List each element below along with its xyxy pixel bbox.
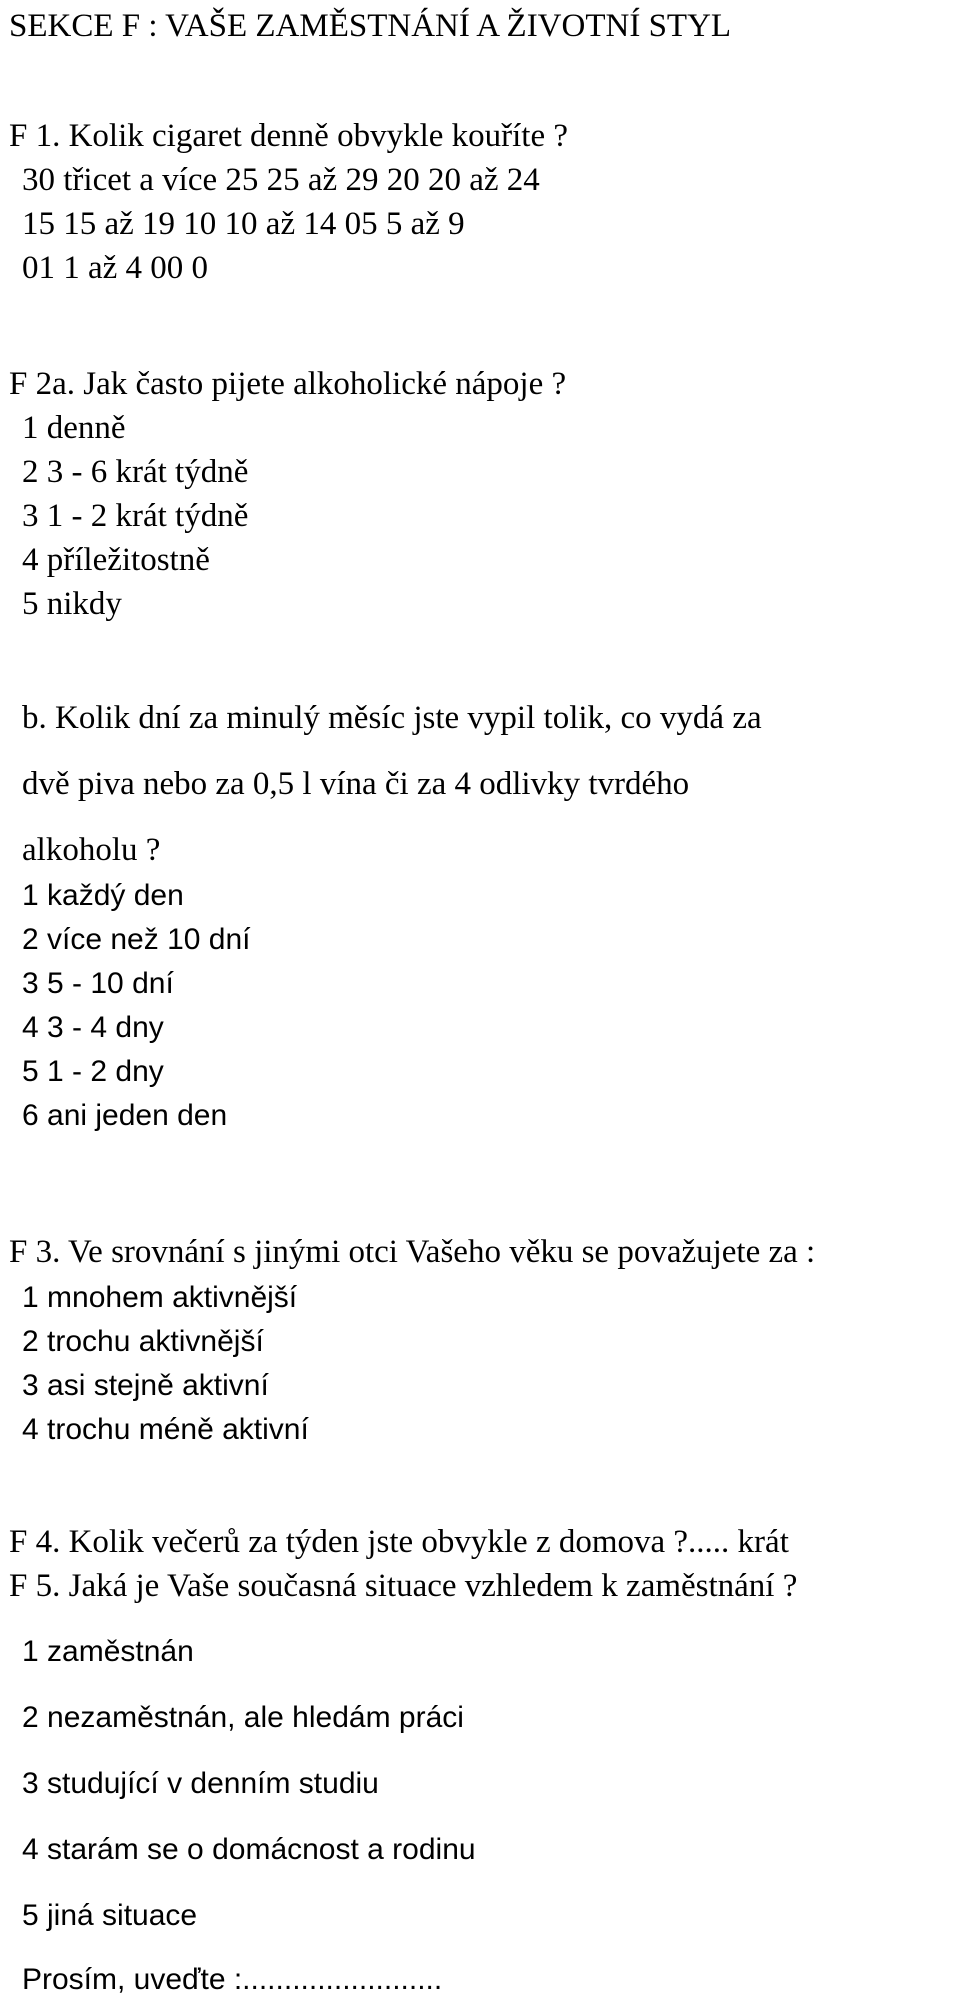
f5-answer: 4 starám se o domácnost a rodinu [22, 1833, 476, 1866]
f3-answer: 2 trochu aktivnější [22, 1325, 264, 1358]
f2b-answer: 2 více než 10 dní [22, 923, 251, 956]
f3-question: F 3. Ve srovnání s jinými otci Vašeho věku se považujete za : [9, 1234, 816, 1270]
f2b-answer: 4 3 - 4 dny [22, 1011, 164, 1044]
f5-answer: 3 studující v denním studiu [22, 1767, 379, 1800]
f2b-answer: 1 každý den [22, 879, 184, 912]
f2b-answer: 5 1 - 2 dny [22, 1055, 164, 1088]
f2b-answer: 3 5 - 10 dní [22, 967, 174, 1000]
f4-question: F 4. Kolik večerů za týden jste obvykle z domova ?..... krát [9, 1524, 789, 1560]
f5-answer: 2 nezaměstnán, ale hledám práci [22, 1701, 464, 1734]
f1-answer-row: 01 1 až 4 00 0 [22, 250, 209, 286]
f2a-answer: 4 příležitostně [22, 542, 210, 578]
f3-answer: 4 trochu méně aktivní [22, 1413, 309, 1446]
f5-question: F 5. Jaká je Vaše současná situace vzhledem k zaměstnání ? [9, 1568, 798, 1604]
f5-answer: 5 jiná situace [22, 1899, 198, 1932]
f1-answer-row: 15 15 až 19 10 10 až 14 05 5 až 9 [22, 206, 465, 242]
f1-answer-row: 30 třicet a více 25 25 až 29 20 20 až 24 [22, 162, 540, 198]
f3-answer: 3 asi stejně aktivní [22, 1369, 269, 1402]
f2b-question-line: dvě piva nebo za 0,5 l vína či za 4 odlivky tvrdého [22, 766, 690, 802]
f2a-question: F 2a. Jak často pijete alkoholické nápoje ? [9, 366, 567, 402]
f2b-question-line: b. Kolik dní za minulý měsíc jste vypil tolik, co vydá za [22, 700, 762, 736]
f2a-answer: 1 denně [22, 410, 126, 446]
f2b-question-line: alkoholu ? [22, 832, 161, 868]
section-title: SEKCE F : VAŠE ZAMĚSTNÁNÍ A ŽIVOTNÍ STYL [9, 8, 732, 44]
f3-answer: 1 mnohem aktivnější [22, 1281, 298, 1314]
f2a-answer: 2 3 - 6 krát týdně [22, 454, 249, 490]
f5-answer: 1 zaměstnán [22, 1635, 194, 1668]
f2a-answer: 5 nikdy [22, 586, 122, 622]
f1-question: F 1. Kolik cigaret denně obvykle kouříte ? [9, 118, 569, 154]
f2a-answer: 3 1 - 2 krát týdně [22, 498, 249, 534]
f2b-answer: 6 ani jeden den [22, 1099, 228, 1132]
f5-specify-field: Prosím, uveďte :........................ [22, 1963, 443, 1996]
